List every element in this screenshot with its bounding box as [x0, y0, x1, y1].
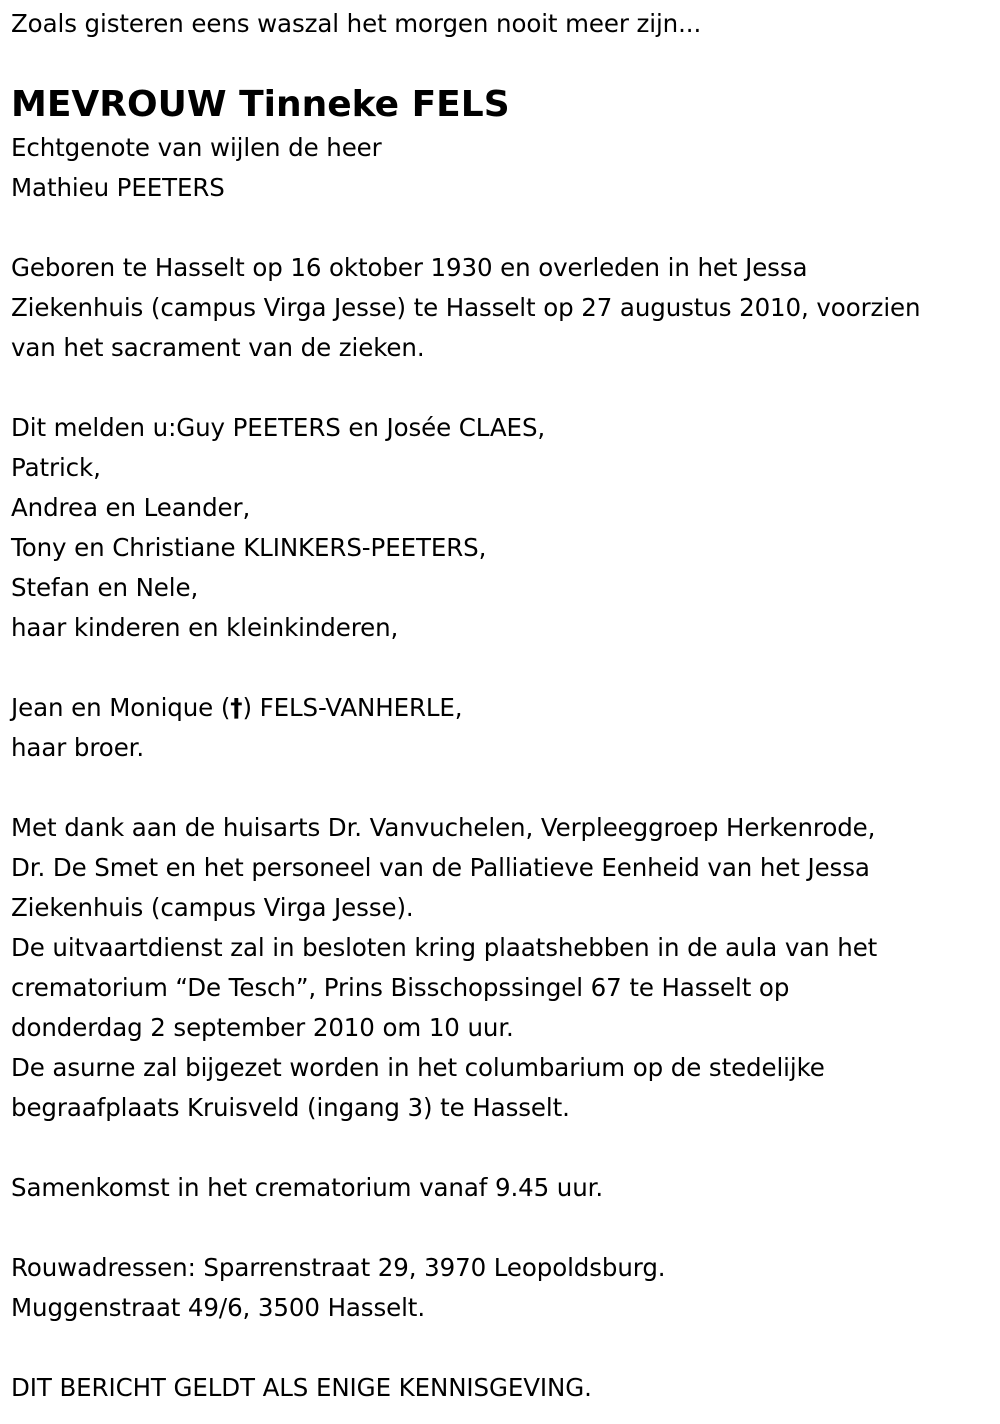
brother-relation: haar broer. [11, 733, 145, 762]
service-line: donderdag 2 september 2010 om 10 uur. [11, 1013, 514, 1042]
service-line: begraafplaats Kruisveld (ingang 3) te Hasselt. [11, 1093, 570, 1122]
birth-death-line: Geboren te Hasselt op 16 oktober 1930 en overleden in het Jessa [11, 253, 808, 282]
service-line: crematorium “De Tesch”, Prins Bisschopssingel 67 te Hasselt op [11, 973, 790, 1002]
spacer [11, 368, 996, 408]
family-brother-section [11, 688, 996, 768]
addresses-section [11, 1248, 996, 1328]
spouse-section [11, 128, 996, 208]
cross-icon: † [230, 693, 243, 722]
spacer [11, 648, 996, 688]
spouse-line: Mathieu PEETERS [11, 173, 225, 202]
spouse-line: Echtgenote van wijlen de heer [11, 133, 382, 162]
birth-death-line: van het sacrament van de zieken. [11, 333, 425, 362]
gathering-info: Samenkomst in het crematorium vanaf 9.45 uur. [11, 1173, 604, 1202]
birth-death-section [11, 248, 996, 368]
family-children-section [11, 408, 996, 648]
thanks-service-section [11, 808, 996, 1128]
family-line: Andrea en Leander, [11, 493, 251, 522]
brother-names-start: Jean en Monique ( [11, 693, 231, 722]
motto: Zoals gisteren eens waszal het morgen nooit meer zijn... [11, 9, 702, 38]
closing-statement: DIT BERICHT GELDT ALS ENIGE KENNISGEVING. [11, 1373, 592, 1402]
birth-death-line: Ziekenhuis (campus Virga Jesse) te Hasselt op 27 augustus 2010, voorzien [11, 293, 921, 322]
service-line: Met dank aan de huisarts Dr. Vanvuchelen, Verpleeggroep Herkenrode, [11, 813, 876, 842]
brother-names-end: ) FELS-VANHERLE, [242, 693, 463, 722]
family-line: Stefan en Nele, [11, 573, 199, 602]
death-notice [11, 0, 996, 1408]
spacer [11, 768, 996, 808]
service-line: De asurne zal bijgezet worden in het columbarium op de stedelijke [11, 1053, 825, 1082]
address-line: Muggenstraat 49/6, 3500 Hasselt. [11, 1293, 426, 1322]
spacer [11, 208, 996, 248]
spacer [11, 1208, 996, 1248]
family-line: Dit melden u:Guy PEETERS en Josée CLAES, [11, 413, 546, 442]
family-line: haar kinderen en kleinkinderen, [11, 613, 399, 642]
spacer [11, 1128, 996, 1168]
address-line: Rouwadressen: Sparrenstraat 29, 3970 Leopoldsburg. [11, 1253, 666, 1282]
deceased-name: MEVROUW Tinneke FELS [11, 84, 510, 125]
service-line: Dr. De Smet en het personeel van de Palliatieve Eenheid van het Jessa [11, 853, 870, 882]
spacer [11, 1328, 996, 1368]
brother-line [11, 688, 996, 728]
service-line: Ziekenhuis (campus Virga Jesse). [11, 893, 414, 922]
service-line: De uitvaartdienst zal in besloten kring plaatshebben in de aula van het [11, 933, 878, 962]
family-line: Tony en Christiane KLINKERS-PEETERS, [11, 533, 487, 562]
family-line: Patrick, [11, 453, 101, 482]
